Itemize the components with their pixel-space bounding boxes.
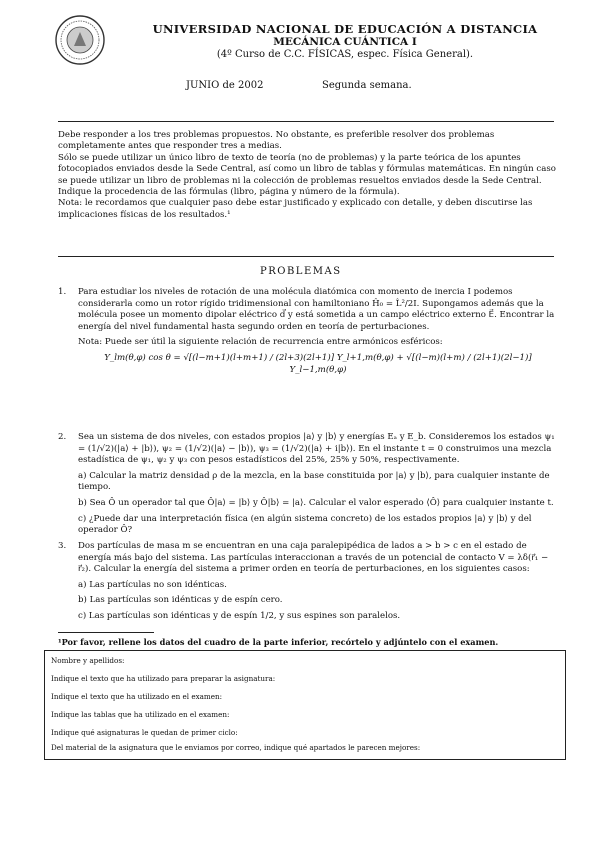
problem-part: b) Las partículas son idénticas y de espín cero. (78, 595, 283, 606)
course-name: MECÁNICA CUÁNTICA I (273, 36, 417, 48)
problem-1 (58, 287, 558, 382)
instructions (58, 130, 562, 221)
student-info-form (44, 650, 566, 760)
form-field-tables[interactable]: Indique las tablas que ha utilizado en el examen: (51, 710, 230, 719)
problem-part: c) Las partículas son idénticas y de espín 1/2, y sus espines son paralelos. (78, 610, 401, 621)
course-subtitle: (4º Curso de C.C. FÍSICAS, espec. Física General). (216, 49, 474, 60)
problem-part: c) ¿Puede dar una interpretación física (en algún sistema concreto) de los estados propios |a⟩ y |b⟩ y del operador Ô? (78, 513, 532, 536)
university-name: UNIVERSIDAD NACIONAL DE EDUCACIÓN A DISTANCIA (152, 22, 538, 36)
form-field-name[interactable]: Nombre y apellidos: (51, 656, 125, 665)
problem-text: Para estudiar los niveles de rotación de una molécula diatómica con momento de inercia I podemos considerarla como un rotor rígido tridimensional con hamiltoniano Ĥ₀ = L̂²/2I. Supongamos además que la molécula posee un momento dipolar eléctrico d⃗ y está sometida a un campo eléctrico externo E⃗. Encontrar la energía del nivel fundamental hasta segundo orden en teoría de perturbaciones. (78, 287, 555, 332)
problem-part: a) Las partículas no son idénticas. (78, 579, 227, 590)
instruction-line: Debe responder a los tres problemas propuestos. No obstante, es preferible resolver dos problemas completamente antes que responder tres a medias. (58, 130, 495, 152)
problem-number: 1. (58, 287, 67, 297)
footnote-rule (58, 632, 154, 633)
instruction-line: Sólo se puede utilizar un único libro de texto de teoría (no de problemas) y la parte teórica de los apuntes fotocopiados enviados desde la Sede Central, así como un libro de tablas y fórmulas matemáticas. En ningún caso se puede utilizar un libro de problemas ni la colección de problemas resueltos enviados desde la Sede Central. (58, 152, 556, 186)
university-seal-icon (54, 14, 106, 66)
instruction-line: Indique la procedencia de las fórmulas (libro, página y número de la fórmula). (58, 187, 400, 198)
problem-text: Sea un sistema de dos niveles, con estados propios |a⟩ y |b⟩ y energías Eₐ y E_b. Consideremos los estados ψ₁ = (1/√2)(|a⟩ + |b⟩), ψ₂ = (1/√2)(|a⟩ − |b⟩), ψ₃ = (1/√2)(|a⟩ + i|b⟩). En el instante t = 0 construimos una mezcla estadística de ψ₁, ψ₂ y ψ₃ con pesos estadísticos del 25%, 25% y 50%, respectivamente. (78, 432, 555, 466)
exam-date: JUNIO de 2002 (186, 80, 264, 91)
form-field-prep-text[interactable]: Indique el texto que ha utilizado para preparar la asignatura: (51, 674, 276, 683)
header-divider (58, 121, 554, 122)
footnote: ¹Por favor, rellene los datos del cuadro de la parte inferior, recórtelo y adjúntelo con el examen. (58, 637, 499, 647)
form-field-exam-text[interactable]: Indique el texto que ha utilizado en el examen: (51, 692, 223, 701)
problem-text: Dos partículas de masa m se encuentran en una caja paralepipédica de lados a > b > c en el estado de energía más bajo del sistema. Las partículas interaccionan a través de un potencial de contacto V = λδ(r⃗₁ − r⃗₂). Calcular la energía del sistema a primer orden en teoría de perturbaciones, en los siguientes casos: (78, 541, 549, 575)
problem-part: b) Sea Ô un operador tal que Ô|a⟩ = |b⟩ y Ô|b⟩ = |a⟩. Calcular el valor esperado ⟨Ô⟩ para cualquier instante t. (78, 497, 554, 508)
recurrence-formula: Y_lm(θ,φ) cos θ = √[(l−m+1)(l+m+1) / (2l+3)(2l+1)] Y_l+1,m(θ,φ) + √[(l−m)(l+m) / (2l+1)(2l−1)] Y_l−1,m(θ,φ) (104, 352, 532, 375)
problems-title: PROBLEMAS (260, 266, 342, 277)
problem-part: a) Calcular la matriz densidad ρ de la mezcla, en la base constituida por |a⟩ y |b⟩, para cualquier instante de tiempo. (78, 470, 550, 493)
instruction-line: Nota: le recordamos que cualquier paso debe estar justificado y explicado con detalle, y deben discutirse las implicaciones físicas de los resultados.¹ (58, 198, 533, 220)
problem-3 (58, 541, 558, 627)
exam-week: Segunda semana. (322, 80, 412, 91)
problem-note: Nota: Puede ser útil la siguiente relación de recurrencia entre armónicos esféricos: (78, 337, 443, 348)
form-field-pending-subjects[interactable]: Indique qué asignaturas le quedan de primer ciclo: (51, 728, 238, 737)
problem-2 (58, 432, 558, 541)
instructions-divider (58, 256, 554, 257)
form-field-best-material[interactable]: Del material de la asignatura que le enviamos por correo, indique qué apartados le parecen mejores: (51, 743, 421, 752)
problem-number: 2. (58, 432, 67, 442)
problem-number: 3. (58, 541, 67, 551)
